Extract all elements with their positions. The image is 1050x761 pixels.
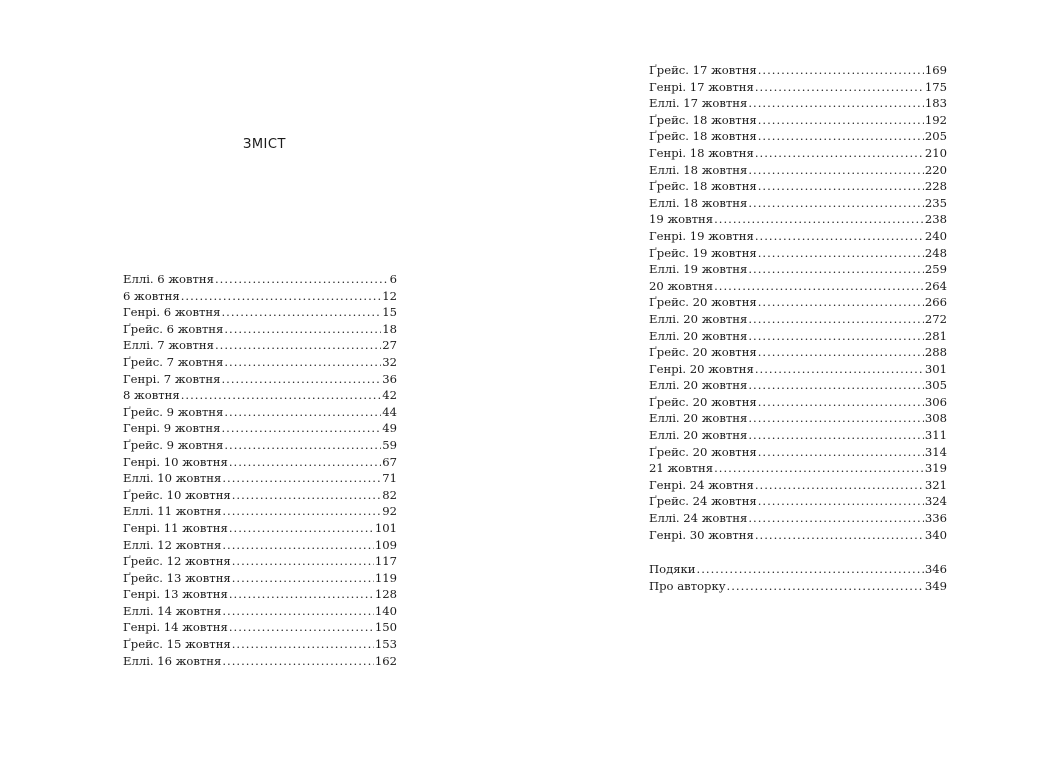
toc-entry-page-number: 240: [924, 228, 947, 243]
toc-entry-label: Еллі. 20 жовтня: [649, 378, 748, 393]
toc-entry: [649, 510, 947, 527]
dot-leader: [748, 427, 924, 444]
toc-entry-label: 6 жовтня: [123, 288, 180, 303]
toc-entry-page-number: 306: [924, 394, 947, 409]
toc-entry: [123, 553, 397, 570]
toc-entry: [649, 62, 947, 79]
toc-entry-page-number: 67: [382, 454, 397, 469]
dot-leader: [222, 503, 381, 520]
dot-leader: [758, 62, 924, 79]
toc-entry-page-number: 42: [382, 388, 397, 403]
toc-entry: [649, 162, 947, 179]
toc-entry: [123, 619, 397, 636]
right-page: [525, 0, 1050, 761]
toc-entry-label: Ґрейс. 7 жовтня: [123, 354, 224, 369]
dot-leader: [748, 162, 924, 179]
dot-leader: [748, 377, 924, 394]
dot-leader: [222, 537, 374, 554]
dot-leader: [758, 294, 924, 311]
toc-entry-label: Про авторку: [649, 578, 726, 593]
toc-entry-label: Еллі. 20 жовтня: [649, 328, 748, 343]
toc-entry: [649, 278, 947, 295]
dot-leader: [755, 228, 924, 245]
dot-leader: [758, 493, 924, 510]
toc-entry-label: Ґрейс. 20 жовтня: [649, 345, 757, 360]
toc-entry-label: Еллі. 18 жовтня: [649, 162, 748, 177]
dot-leader: [758, 444, 924, 461]
dot-leader: [224, 404, 381, 421]
dot-leader: [755, 527, 924, 544]
toc-entry-label: 19 жовтня: [649, 212, 714, 227]
toc-entry-page-number: 49: [382, 421, 397, 436]
toc-entry-label: Ґрейс. 24 жовтня: [649, 494, 757, 509]
toc-entry: [123, 586, 397, 603]
toc-entry-label: Ґрейс. 20 жовтня: [649, 295, 757, 310]
toc-entry: [649, 493, 947, 510]
toc-entry-page-number: 272: [924, 311, 947, 326]
toc-entry-page-number: 162: [374, 653, 397, 668]
toc-entry-page-number: 228: [924, 179, 947, 194]
toc-entry-label: 21 жовтня: [649, 461, 714, 476]
toc-entry: [649, 527, 947, 544]
dot-leader: [714, 278, 924, 295]
toc-entry-page-number: 36: [382, 371, 397, 386]
toc-entry-label: Еллі. 10 жовтня: [123, 471, 222, 486]
toc-entry-label: 20 жовтня: [649, 278, 714, 293]
toc-entry: [123, 321, 397, 338]
dot-leader: [714, 211, 924, 228]
toc-entry-label: Еллі. 6 жовтня: [123, 272, 214, 286]
dot-leader: [758, 112, 924, 129]
toc-entry: [649, 561, 947, 578]
toc-entry: [123, 470, 397, 487]
toc-entry-label: Ґрейс. 20 жовтня: [649, 444, 757, 459]
toc-entry-label: Еллі. 17 жовтня: [649, 96, 748, 111]
dot-leader: [221, 371, 381, 388]
toc-list-backmatter: [649, 561, 947, 594]
toc-entry-label: Еллі. 20 жовтня: [649, 428, 748, 443]
toc-entry-label: Ґрейс. 15 жовтня: [123, 637, 231, 652]
toc-entry-page-number: 12: [382, 288, 397, 303]
toc-entry: [649, 211, 947, 228]
toc-entry: [123, 437, 397, 454]
toc-entry-label: Ґрейс. 19 жовтня: [649, 245, 757, 260]
toc-list-right: [649, 62, 947, 543]
toc-entry: [649, 377, 947, 394]
toc-entry-page-number: 183: [924, 96, 947, 111]
toc-entry: [649, 394, 947, 411]
dot-leader: [222, 603, 374, 620]
toc-entry-page-number: 71: [382, 471, 397, 486]
toc-entry-label: Ґрейс. 17 жовтня: [649, 63, 757, 77]
toc-entry: [123, 636, 397, 653]
toc-entry-page-number: 109: [374, 537, 397, 552]
toc-entry-page-number: 18: [382, 321, 397, 336]
toc-list-left: [123, 271, 397, 669]
toc-entry: [123, 570, 397, 587]
toc-entry: [649, 361, 947, 378]
toc-entry-label: Генрі. 7 жовтня: [123, 371, 221, 386]
page-title: ЗМІСТ: [243, 137, 286, 152]
toc-entry-label: Ґрейс. 10 жовтня: [123, 487, 231, 502]
toc-entry-label: Генрі. 19 жовтня: [649, 228, 754, 243]
dot-leader: [232, 570, 374, 587]
toc-entry-page-number: 336: [924, 511, 947, 526]
toc-entry-label: Ґрейс. 6 жовтня: [123, 321, 224, 336]
toc-entry-page-number: 82: [382, 487, 397, 502]
toc-entry: [649, 178, 947, 195]
toc-entry: [649, 578, 947, 595]
toc-entry: [649, 294, 947, 311]
dot-leader: [181, 288, 382, 305]
dot-leader: [758, 178, 924, 195]
dot-leader: [697, 561, 924, 578]
dot-leader: [224, 437, 381, 454]
toc-entry: [649, 460, 947, 477]
toc-entry-label: Еллі. 11 жовтня: [123, 504, 222, 519]
toc-entry: [649, 245, 947, 262]
toc-entry-page-number: 266: [924, 295, 947, 310]
toc-entry-page-number: 15: [382, 305, 397, 320]
toc-entry-label: Генрі. 6 жовтня: [123, 305, 221, 320]
toc-entry: [123, 653, 397, 670]
toc-entry: [649, 128, 947, 145]
toc-entry-page-number: 321: [924, 477, 947, 492]
toc-entry-label: Генрі. 24 жовтня: [649, 477, 754, 492]
toc-entry-page-number: 169: [924, 63, 947, 77]
toc-entry-label: Еллі. 19 жовтня: [649, 262, 748, 277]
toc-entry-page-number: 281: [924, 328, 947, 343]
dot-leader: [727, 578, 924, 595]
dot-leader: [221, 304, 381, 321]
toc-entry-page-number: 264: [924, 278, 947, 293]
toc-entry-label: Еллі. 16 жовтня: [123, 653, 222, 668]
toc-entry-page-number: 59: [382, 437, 397, 452]
toc-entry-page-number: 44: [382, 404, 397, 419]
toc-entry-page-number: 153: [374, 637, 397, 652]
toc-entry-label: Еллі. 12 жовтня: [123, 537, 222, 552]
toc-entry-page-number: 238: [924, 212, 947, 227]
toc-entry: [649, 311, 947, 328]
toc-entry-page-number: 311: [924, 428, 947, 443]
toc-entry-label: Генрі. 18 жовтня: [649, 145, 754, 160]
dot-leader: [229, 520, 374, 537]
toc-entry-label: Генрі. 10 жовтня: [123, 454, 228, 469]
toc-entry: [123, 404, 397, 421]
toc-entry-page-number: 340: [924, 527, 947, 542]
toc-entry-page-number: 319: [924, 461, 947, 476]
toc-entry-label: Ґрейс. 18 жовтня: [649, 179, 757, 194]
toc-entry: [649, 444, 947, 461]
toc-entry-label: Еллі. 18 жовтня: [649, 195, 748, 210]
toc-entry-label: Генрі. 14 жовтня: [123, 620, 228, 635]
toc-entry-label: Генрі. 11 жовтня: [123, 520, 228, 535]
toc-entry-page-number: 128: [374, 587, 397, 602]
toc-entry-page-number: 314: [924, 444, 947, 459]
dot-leader: [714, 460, 924, 477]
toc-entry: [123, 337, 397, 354]
toc-entry-page-number: 308: [924, 411, 947, 426]
dot-leader: [181, 387, 382, 404]
dot-leader: [229, 454, 381, 471]
dot-leader: [748, 328, 924, 345]
toc-entry: [123, 603, 397, 620]
toc-entry-page-number: 192: [924, 112, 947, 127]
toc-entry-page-number: 349: [924, 578, 947, 593]
dot-leader: [232, 553, 374, 570]
toc-entry-label: Ґрейс. 12 жовтня: [123, 554, 231, 569]
dot-leader: [221, 420, 381, 437]
toc-entry-label: Еллі. 20 жовтня: [649, 311, 748, 326]
toc-entry: [123, 288, 397, 305]
toc-entry-page-number: 210: [924, 145, 947, 160]
toc-entry: [123, 487, 397, 504]
toc-entry-label: Генрі. 30 жовтня: [649, 527, 754, 542]
toc-entry-label: Генрі. 20 жовтня: [649, 361, 754, 376]
dot-leader: [232, 636, 374, 653]
toc-entry-label: Еллі. 7 жовтня: [123, 338, 214, 353]
toc-entry-label: Генрі. 17 жовтня: [649, 79, 754, 94]
toc-entry-page-number: 150: [374, 620, 397, 635]
dot-leader: [748, 261, 924, 278]
toc-entry: [649, 112, 947, 129]
dot-leader: [222, 470, 381, 487]
dot-leader: [748, 510, 924, 527]
dot-leader: [229, 586, 374, 603]
toc-entry-page-number: 32: [382, 354, 397, 369]
toc-entry-label: Ґрейс. 20 жовтня: [649, 394, 757, 409]
dot-leader: [222, 653, 374, 670]
dot-leader: [755, 477, 924, 494]
toc-entry: [649, 410, 947, 427]
dot-leader: [215, 337, 381, 354]
dot-leader: [748, 195, 924, 212]
dot-leader: [215, 271, 389, 288]
toc-entry-page-number: 119: [374, 570, 397, 585]
toc-entry-page-number: 117: [374, 554, 397, 569]
toc-entry: [123, 520, 397, 537]
toc-entry-page-number: 235: [924, 195, 947, 210]
toc-entry: [649, 145, 947, 162]
dot-leader: [224, 354, 381, 371]
toc-entry: [649, 477, 947, 494]
toc-entry-page-number: 324: [924, 494, 947, 509]
toc-entry-page-number: 140: [374, 603, 397, 618]
toc-entry: [649, 79, 947, 96]
toc-entry-page-number: 220: [924, 162, 947, 177]
dot-leader: [229, 619, 374, 636]
toc-entry: [123, 420, 397, 437]
toc-entry-page-number: 305: [924, 378, 947, 393]
dot-leader: [758, 394, 924, 411]
dot-leader: [758, 128, 924, 145]
toc-entry-label: 8 жовтня: [123, 388, 180, 403]
toc-entry-label: Генрі. 13 жовтня: [123, 587, 228, 602]
toc-entry: [123, 371, 397, 388]
toc-entry-label: Ґрейс. 18 жовтня: [649, 129, 757, 144]
toc-entry: [123, 454, 397, 471]
toc-entry-page-number: 6: [389, 272, 397, 286]
toc-entry-page-number: 248: [924, 245, 947, 260]
toc-entry: [649, 261, 947, 278]
toc-entry-label: Генрі. 9 жовтня: [123, 421, 221, 436]
dot-leader: [758, 245, 924, 262]
toc-entry-page-number: 175: [924, 79, 947, 94]
toc-entry-page-number: 346: [924, 562, 947, 576]
dot-leader: [748, 95, 924, 112]
toc-entry-label: Ґрейс. 9 жовтня: [123, 437, 224, 452]
dot-leader: [748, 410, 924, 427]
toc-entry-label: Ґрейс. 13 жовтня: [123, 570, 231, 585]
toc-entry: [649, 344, 947, 361]
dot-leader: [758, 344, 924, 361]
toc-entry-page-number: 288: [924, 345, 947, 360]
toc-entry-label: Еллі. 20 жовтня: [649, 411, 748, 426]
toc-entry: [123, 354, 397, 371]
toc-entry-page-number: 205: [924, 129, 947, 144]
toc-entry: [649, 427, 947, 444]
toc-entry-page-number: 301: [924, 361, 947, 376]
dot-leader: [748, 311, 924, 328]
dot-leader: [755, 361, 924, 378]
dot-leader: [224, 321, 381, 338]
toc-entry-page-number: 27: [382, 338, 397, 353]
toc-entry-label: Ґрейс. 9 жовтня: [123, 404, 224, 419]
toc-entry-label: Ґрейс. 18 жовтня: [649, 112, 757, 127]
toc-entry: [123, 271, 397, 288]
toc-entry-label: Еллі. 24 жовтня: [649, 511, 748, 526]
toc-entry: [649, 195, 947, 212]
toc-entry-page-number: 92: [382, 504, 397, 519]
toc-entry: [123, 304, 397, 321]
toc-entry: [123, 387, 397, 404]
toc-entry: [649, 95, 947, 112]
dot-leader: [232, 487, 382, 504]
toc-entry: [123, 537, 397, 554]
dot-leader: [755, 145, 924, 162]
toc-entry-page-number: 101: [374, 520, 397, 535]
toc-entry-label: Еллі. 14 жовтня: [123, 603, 222, 618]
toc-entry-page-number: 259: [924, 262, 947, 277]
toc-entry: [123, 503, 397, 520]
toc-entry: [649, 328, 947, 345]
toc-entry-label: Подяки: [649, 562, 696, 576]
toc-entry: [649, 228, 947, 245]
dot-leader: [755, 79, 924, 96]
